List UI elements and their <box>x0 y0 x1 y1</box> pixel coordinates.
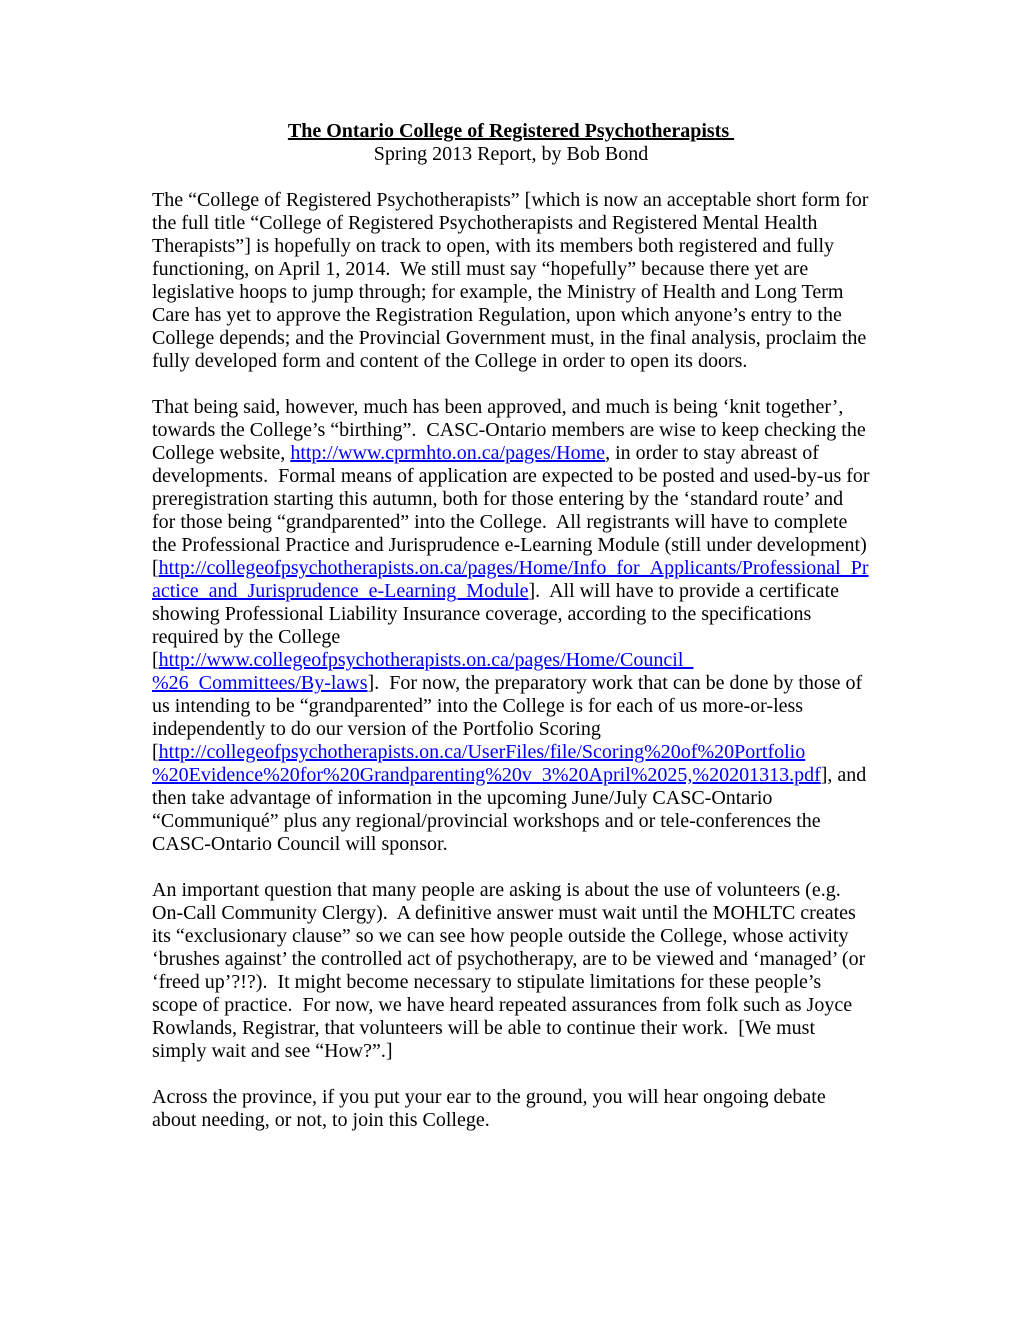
text-run: The “College of Registered Psychotherapists” [which is now an acceptable short form for <box>152 189 869 211</box>
text-line <box>152 281 870 304</box>
paragraph <box>152 396 870 856</box>
text-run: [ <box>152 557 159 579</box>
text-run: developments. Formal means of application are expected to be posted and used-by-us for <box>152 465 870 487</box>
text-run: ‘brushes against’ the controlled act of psychotherapy, are to be viewed and ‘managed’ (or <box>152 948 866 970</box>
text-run: ], and <box>820 764 867 786</box>
paragraph <box>152 1086 870 1132</box>
text-line <box>152 235 870 258</box>
text-run: functioning, on April 1, 2014. We still must say “hopefully” because there yet are <box>152 258 809 280</box>
text-run: Care has yet to approve the Registration Regulation, upon which anyone’s entry to the <box>152 304 842 326</box>
text-run: for those being “grandparented” into the College. All registrants will have to complete <box>152 511 848 533</box>
text-run: showing Professional Liability Insurance coverage, according to the specifications <box>152 603 812 625</box>
text-run: ]. For now, the preparatory work that can be done by those of <box>367 672 863 694</box>
document-page <box>152 120 870 1155</box>
paragraph <box>152 879 870 1063</box>
text-line <box>152 557 870 580</box>
text-run: us intending to be “grandparented” into the College is for each of us more-or-less <box>152 695 804 717</box>
text-run: College website, <box>152 442 291 464</box>
text-line <box>152 1040 870 1063</box>
text-run: Across the province, if you put your ear to the ground, you will hear ongoing debate <box>152 1086 826 1108</box>
text-line <box>152 258 870 281</box>
hyperlink[interactable]: actice_and_Jurisprudence_e-Learning_Module <box>152 580 529 602</box>
text-line <box>152 1109 870 1132</box>
text-line <box>152 718 870 741</box>
text-line <box>152 810 870 833</box>
text-line <box>152 304 870 327</box>
text-run: its “exclusionary clause” so we can see how people outside the College, whose activity <box>152 925 849 947</box>
text-run: [ <box>152 741 159 763</box>
text-line <box>152 327 870 350</box>
text-run: ]. All will have to provide a certificate <box>528 580 839 602</box>
text-run: towards the College’s “birthing”. CASC-Ontario members are wise to keep checking the <box>152 419 866 441</box>
text-line <box>152 534 870 557</box>
text-line <box>152 603 870 626</box>
text-run: [ <box>152 649 159 671</box>
text-run: the full title “College of Registered Psychotherapists and Registered Mental Health <box>152 212 818 234</box>
text-line <box>152 212 870 235</box>
text-run: , in order to stay abreast of <box>605 442 819 464</box>
text-run: On-Call Community Clergy). A definitive answer must wait until the MOHLTC creates <box>152 902 856 924</box>
text-run: College depends; and the Provincial Government must, in the final analysis, proclaim the <box>152 327 867 349</box>
text-line <box>152 465 870 488</box>
document-header <box>152 120 870 166</box>
text-run: ‘freed up’?!?). It might become necessary to stipulate limitations for these people’s <box>152 971 822 993</box>
hyperlink[interactable]: http://collegeofpsychotherapists.on.ca/UserFiles/file/Scoring%20of%20Portfolio <box>158 741 806 763</box>
page-subtitle: Spring 2013 Report, by Bob Bond <box>373 143 649 165</box>
text-run: about needing, or not, to join this College. <box>152 1109 490 1131</box>
text-line <box>152 833 870 856</box>
hyperlink[interactable]: %26_Committees/By-laws <box>152 672 368 694</box>
text-run: preregistration starting this autumn, both for those entering by the ‘standard route’ and <box>152 488 844 510</box>
text-line <box>152 994 870 1017</box>
text-run: CASC-Ontario Council will sponsor. <box>152 833 448 855</box>
text-line <box>152 580 870 603</box>
text-line <box>152 488 870 511</box>
text-run: the Professional Practice and Jurisprudence e-Learning Module (still under development) <box>152 534 867 556</box>
text-line <box>152 626 870 649</box>
text-run: That being said, however, much has been approved, and much is being ‘knit together’, <box>152 396 844 418</box>
text-line <box>152 442 870 465</box>
page-title: The Ontario College of Registered Psychotherapists <box>287 120 735 142</box>
text-line <box>152 511 870 534</box>
text-line <box>152 787 870 810</box>
text-line <box>152 948 870 971</box>
text-run: An important question that many people are asking is about the use of volunteers (e.g. <box>152 879 841 901</box>
text-line <box>152 1017 870 1040</box>
text-run: independently to do our version of the Portfolio Scoring <box>152 718 601 740</box>
text-line <box>152 902 870 925</box>
text-line <box>152 1086 870 1109</box>
text-run: “Communiqué” plus any regional/provincial workshops and or tele-conferences the <box>152 810 821 832</box>
text-line <box>152 879 870 902</box>
text-line <box>152 189 870 212</box>
title-line <box>152 120 870 143</box>
text-line <box>152 764 870 787</box>
text-line <box>152 350 870 373</box>
text-run: then take advantage of information in the upcoming June/July CASC-Ontario <box>152 787 773 809</box>
text-run: required by the College <box>152 626 341 648</box>
document-body <box>152 189 870 1132</box>
text-run: legislative hoops to jump through; for example, the Ministry of Health and Long Term <box>152 281 844 303</box>
text-line <box>152 672 870 695</box>
text-line <box>152 741 870 764</box>
hyperlink[interactable]: http://www.collegeofpsychotherapists.on.ca/pages/Home/Council_ <box>158 649 694 671</box>
text-line <box>152 649 870 672</box>
paragraph <box>152 189 870 373</box>
hyperlink[interactable]: %20Evidence%20for%20Grandparenting%20v_3%20April%2025,%20201313.pdf <box>152 764 821 786</box>
text-run: fully developed form and content of the College in order to open its doors. <box>152 350 748 372</box>
text-run: Rowlands, Registrar, that volunteers will be able to continue their work. [We must <box>152 1017 815 1039</box>
text-run: Therapists”] is hopefully on track to open, with its members both registered and fully <box>152 235 835 257</box>
text-line <box>152 695 870 718</box>
text-line <box>152 971 870 994</box>
text-line <box>152 419 870 442</box>
text-run: scope of practice. For now, we have heard repeated assurances from folk such as Joyce <box>152 994 853 1016</box>
hyperlink[interactable]: http://collegeofpsychotherapists.on.ca/pages/Home/Info_for_Applicants/Professional_Pr <box>158 557 869 579</box>
hyperlink[interactable]: http://www.cprmhto.on.ca/pages/Home <box>290 442 606 464</box>
text-line <box>152 925 870 948</box>
text-run: simply wait and see “How?”.] <box>152 1040 393 1062</box>
text-line <box>152 396 870 419</box>
